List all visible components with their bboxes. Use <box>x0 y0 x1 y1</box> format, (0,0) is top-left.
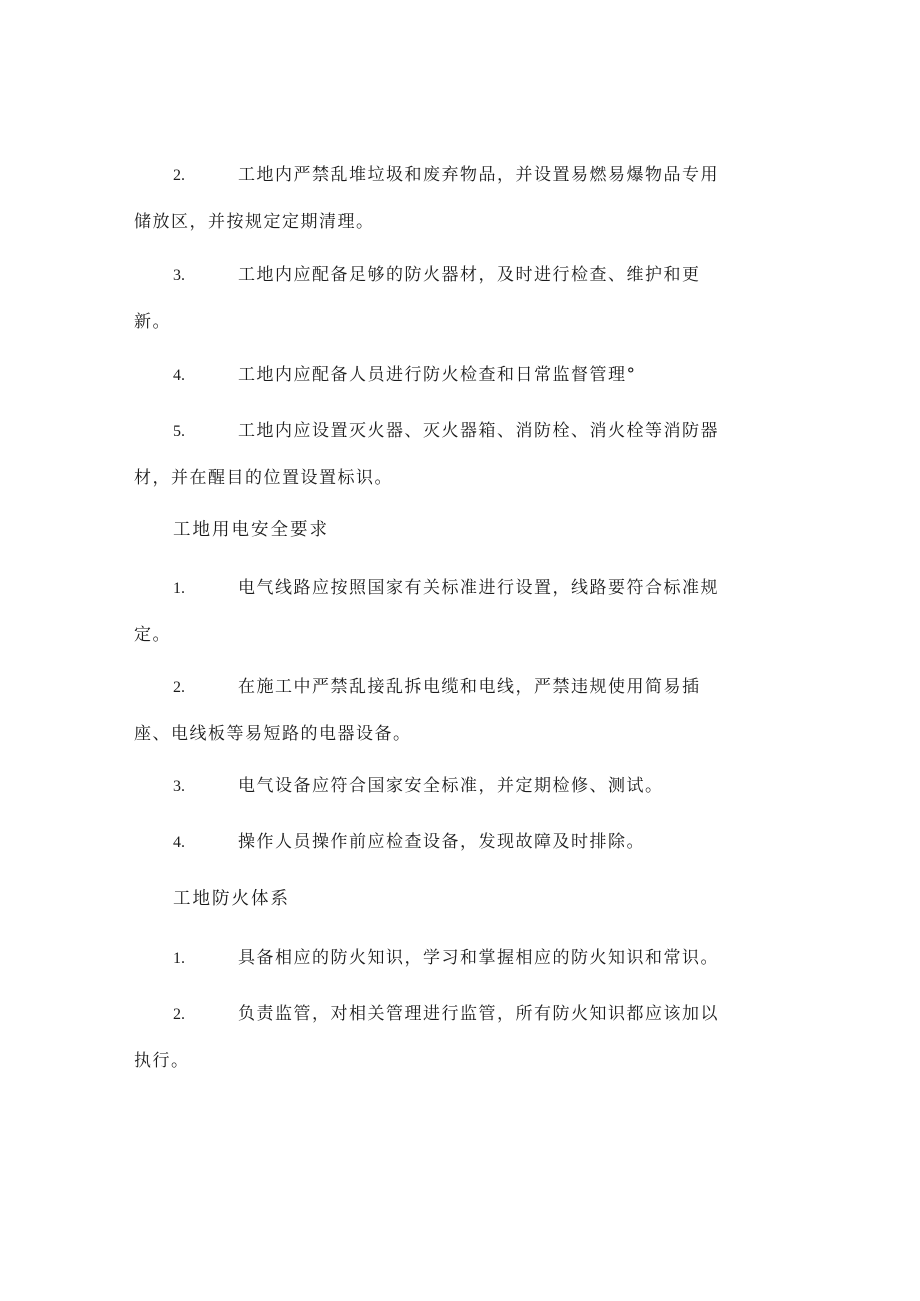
item-text: 操作人员操作前应检查设备，发现故障及时排除。 <box>238 832 645 852</box>
item-text: 电气设备应符合国家安全标准，并定期检修、测试。 <box>238 776 664 796</box>
list-item <box>134 252 724 345</box>
item-number: 3. <box>173 267 185 284</box>
item-text: 工地内应配备足够的防火器材，及时进行检查、维护和更新。 <box>134 265 701 332</box>
item-number: 2. <box>173 679 185 696</box>
item-number: 5. <box>173 423 185 440</box>
list-item <box>134 352 724 399</box>
item-number: 3. <box>173 778 185 795</box>
item-text: 具备相应的防火知识，学习和掌握相应的防火知识和常识。 <box>238 948 719 968</box>
item-number: 4. <box>173 834 185 851</box>
list-item <box>134 664 724 757</box>
item-text: 在施工中严禁乱接乱拆电缆和电线，严禁违规使用简易插座、电线板等易短路的电器设备。 <box>134 677 701 744</box>
list-item <box>134 565 724 658</box>
item-text: 工地内应配备人员进行防火检查和日常监督管理° <box>238 365 637 385</box>
item-text: 电气线路应按照国家有关标准进行设置，线路要符合标准规定。 <box>134 578 719 645</box>
item-number: 2. <box>173 167 185 184</box>
list-item <box>134 408 724 501</box>
list-item <box>134 991 724 1084</box>
item-number: 2. <box>173 1006 185 1023</box>
item-number: 4. <box>173 367 185 384</box>
item-number: 1. <box>173 950 185 967</box>
item-text: 工地内严禁乱堆垃圾和废弃物品，并设置易燃易爆物品专用储放区，并按规定定期清理。 <box>134 165 719 232</box>
item-number: 1. <box>173 580 185 597</box>
section-heading: 工地防火体系 <box>173 889 290 909</box>
item-text: 负责监管，对相关管理进行监管，所有防火知识都应该加以执行。 <box>134 1004 719 1071</box>
list-item <box>134 935 724 982</box>
list-item <box>134 152 724 245</box>
list-item <box>134 819 724 866</box>
list-item <box>134 763 724 810</box>
section-heading: 工地用电安全要求 <box>173 520 329 540</box>
item-text: 工地内应设置灭火器、灭火器箱、消防栓、消火栓等消防器材，并在醒目的位置设置标识。 <box>134 421 719 488</box>
